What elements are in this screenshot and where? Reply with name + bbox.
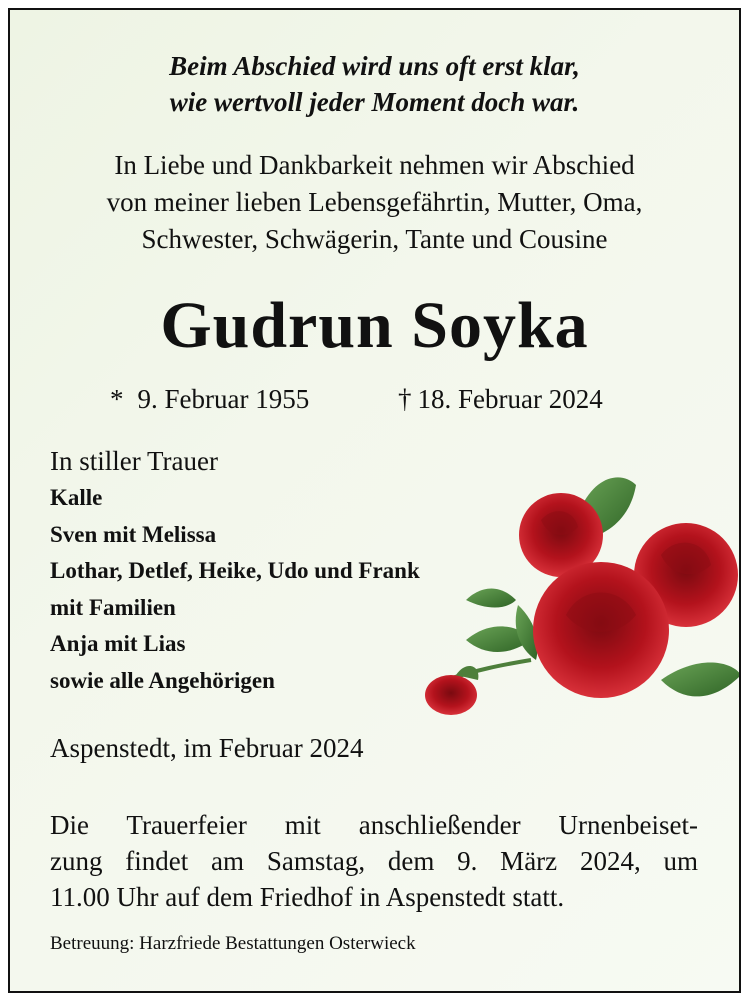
family-item: Lothar, Detlef, Heike, Udo und Frank <box>50 558 420 583</box>
birth-date-group <box>110 382 309 416</box>
death-date-group <box>398 382 603 416</box>
rose-bud-shape <box>425 675 477 715</box>
motto-line-1: Beim Abschied wird uns oft erst klar, <box>169 51 580 81</box>
family-item: Sven mit Melissa <box>50 521 217 547</box>
intro-text <box>10 147 739 258</box>
motto-line-2: wie wertvoll jeder Moment doch war. <box>169 87 580 117</box>
death-date: 18. Februar 2024 <box>417 384 603 414</box>
family-item: Anja mit Lias <box>50 631 186 656</box>
funeral-home-credit: Betreuung: Harzfriede Bestattungen Osterwieck <box>50 933 416 954</box>
ceremony-line-1: Die Trauerfeier mit anschließender Urnenbeiset- <box>50 810 698 840</box>
intro-line-1: In Liebe und Dankbarkeit nehmen wir Abschied <box>114 150 635 180</box>
ceremony-line-3: 11.00 Uhr auf dem Friedhof in Aspenstedt statt. <box>50 882 565 912</box>
intro-line-2: von meiner lieben Lebensgefährtin, Mutter, Oma, <box>106 187 643 217</box>
family-item: mit Familien <box>50 594 176 620</box>
leaf-shape <box>661 663 741 697</box>
intro-line-3: Schwester, Schwägerin, Tante und Cousine <box>141 224 608 254</box>
motto <box>10 48 739 120</box>
leaf-shape <box>466 588 516 607</box>
family-item: Kalle <box>50 485 103 510</box>
mourning-label: In stiller Trauer <box>50 446 218 476</box>
obituary-card <box>8 8 741 993</box>
birth-star-icon: * <box>110 384 124 414</box>
death-cross-icon: † <box>398 384 412 414</box>
birth-date: 9. Februar 1955 <box>137 384 310 414</box>
ceremony-line-2: zung findet am Samstag, dem 9. März 2024, um <box>50 846 698 876</box>
ceremony-text <box>50 807 698 915</box>
family-item: sowie alle Angehörigen <box>50 667 275 693</box>
roses-image <box>406 465 741 720</box>
place-date: Aspenstedt, im Februar 2024 <box>50 733 364 763</box>
deceased-name: Gudrun Soyka <box>160 289 589 362</box>
